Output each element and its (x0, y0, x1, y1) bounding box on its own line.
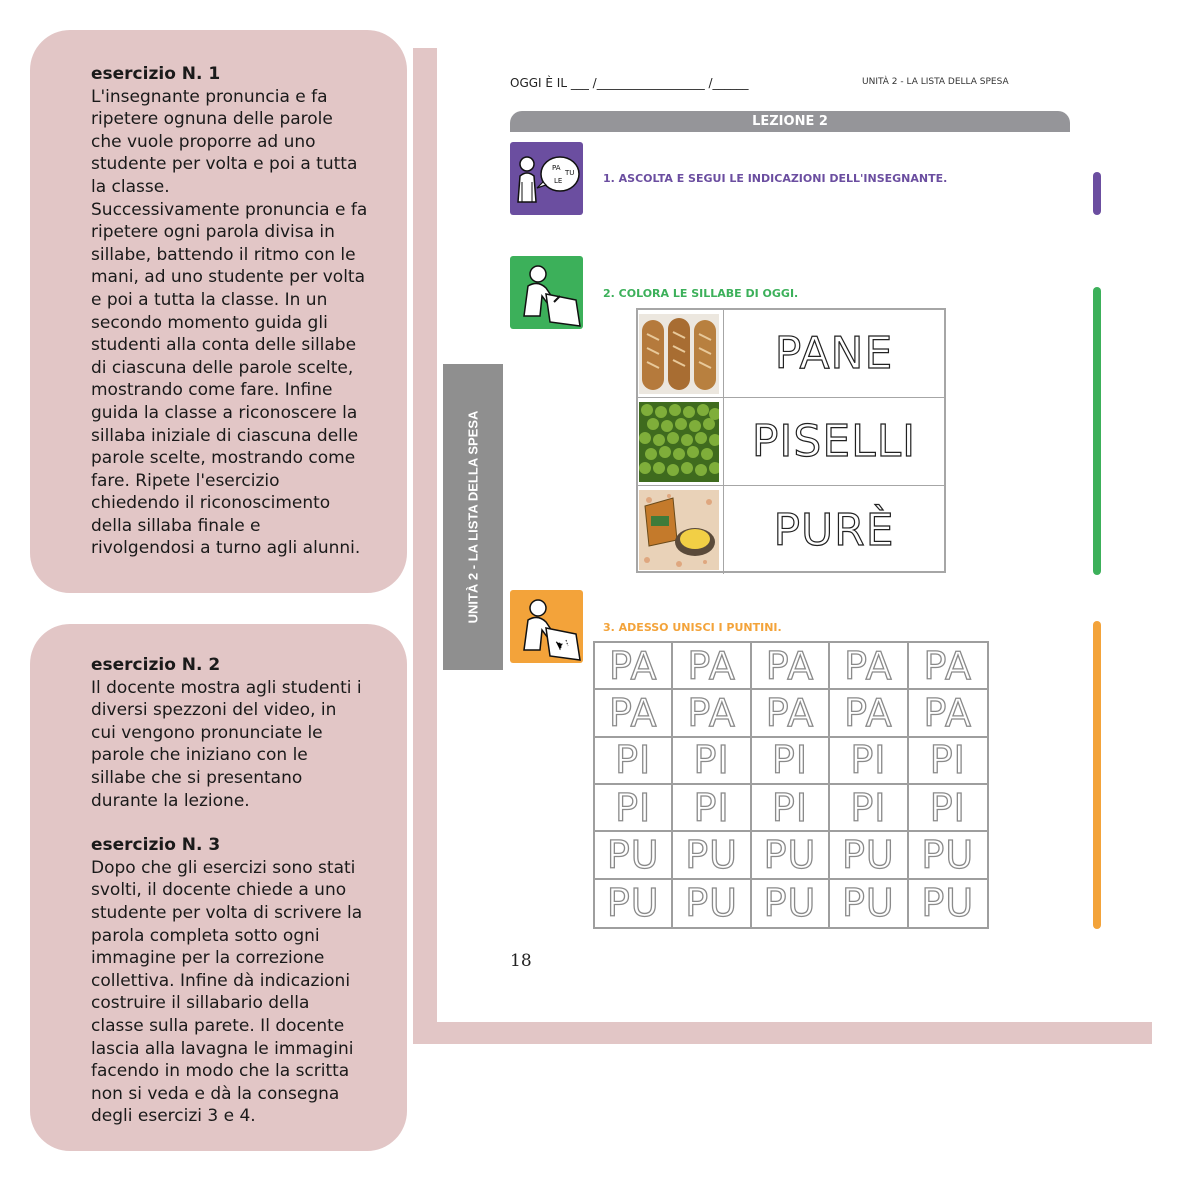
tracing-cell: PU (595, 880, 673, 927)
tracing-grid (593, 641, 989, 929)
exercise-2-label: 2. COLORA LE SILLABE DI OGGI. (603, 287, 799, 300)
exercise-1-bar (1093, 172, 1101, 215)
exercise-3-text: Dopo che gli esercizi sono stati svolti, il docente chiede a uno studente per volta di scrivere la parola completa sotto ogni immagine per la correzione collettiva. Infine dà indicazioni costruire il sillabario della classe sulla parete. Il docente lascia alla lavagna le immagini facendo in modo che la scritta non si veda e dà la consegna degli esercizi 3 e 4. (91, 857, 363, 1127)
exercise-1-label: 1. ASCOLTA E SEGUI LE INDICAZIONI DELL'INSEGNANTE. (603, 172, 948, 185)
exercise-3-bar (1093, 621, 1101, 929)
tracing-cell: PA (595, 690, 673, 737)
tracing-cell: PI (909, 785, 987, 832)
exercise-1-text: L'insegnante pronuncia e fa ripetere ognuna delle parole che vuole proporre ad uno studente per volta e poi a tutta la classe. Successivamente pronuncia e fa ripetere ogni parola divisa in sillabe, battendo il ritmo con le mani, ad uno studente per volta e poi a tutta la classe. In un secondo momento guida gli studenti alla conta delle sillabe di ciascuna delle parole scelte, mostrando come fare. Infine guida la classe a riconoscere la sillaba iniziale di ciascuna delle parole scelte, mostrando come fare. Ripete l'esercizio chiedendo il riconoscimento della sillaba finale e rivolgendosi a turno agli alunni. (91, 86, 368, 559)
lesson-title-bar: LEZIONE 2 (510, 111, 1070, 132)
bubble-syllable-le: LE (554, 177, 563, 185)
instructions-box-2 (30, 624, 407, 1151)
date-line: OGGI È IL ___ /__________________ /______ (510, 76, 749, 90)
page-frame-bottom (413, 1022, 1152, 1044)
syllable-word: PISELLI (751, 416, 917, 467)
tracing-cell: PU (752, 880, 830, 927)
tracing-cell: PU (673, 880, 751, 927)
tracing-cell: PU (752, 832, 830, 879)
tracing-cell: PI (673, 738, 751, 785)
instructions-box-1 (30, 30, 407, 593)
syllable-word: PANE (774, 328, 894, 379)
tracing-cell: PA (673, 690, 751, 737)
syllable-row-pure (638, 486, 944, 574)
tracing-cell: PI (909, 738, 987, 785)
tracing-cell: PU (830, 880, 908, 927)
tracing-cell: PA (909, 690, 987, 737)
unit-side-tab (443, 364, 503, 670)
tracing-cell: PA (595, 643, 673, 690)
tracing-cell: PA (673, 643, 751, 690)
tracing-cell: PA (752, 690, 830, 737)
page-frame-left (413, 48, 437, 1044)
tracing-cell: PA (830, 690, 908, 737)
syllable-row-pane (638, 310, 944, 398)
exercise-3-label: 3. ADESSO UNISCI I PUNTINI. (603, 621, 782, 634)
tracing-cell: PU (909, 832, 987, 879)
mashed-potato-photo (639, 490, 719, 570)
syllable-row-piselli (638, 398, 944, 486)
tracing-cell: PU (921, 881, 975, 926)
unit-header: UNITÀ 2 - LA LISTA DELLA SPESA (862, 77, 1009, 87)
tracing-cell: PA (752, 643, 830, 690)
exercise-2-bar (1093, 287, 1101, 575)
tracing-cell: PU (595, 832, 673, 879)
syllable-word: PURÈ (773, 504, 895, 556)
tracing-cell: PA (830, 643, 908, 690)
child-coloring-icon (510, 256, 583, 329)
green-peas-photo (639, 402, 719, 482)
tracing-cell: PU (830, 832, 908, 879)
tracing-cell: PI (830, 785, 908, 832)
exercise-2-text: Il docente mostra agli studenti i diversi spezzoni del video, in cui vengono pronunciate le parole che iniziano con le sillabe che si presentano durante la lezione. (91, 677, 362, 811)
tracing-cell: PI (595, 785, 673, 832)
tracing-cell: PU (673, 832, 751, 879)
exercise-1-title: esercizio N. 1 (91, 64, 221, 84)
tracing-cell: PA (909, 643, 987, 690)
tracing-cell: PI (752, 785, 830, 832)
tracing-cell: PI (595, 738, 673, 785)
child-tracing-icon (510, 590, 583, 663)
bread-loaves-photo (639, 314, 719, 394)
page-number: 18 (510, 951, 532, 971)
exercise-2-title: esercizio N. 2 (91, 655, 221, 675)
syllable-table (636, 308, 946, 573)
bubble-syllable-tu: TU (565, 169, 575, 177)
unit-side-tab-label: UNITÀ 2 - LA LISTA DELLA SPESA (465, 410, 481, 624)
bubble-syllable-pa: PA (552, 164, 561, 172)
tracing-cell: PI (673, 785, 751, 832)
exercise-3-title: esercizio N. 3 (91, 835, 221, 856)
teacher-speaking-icon (510, 142, 583, 215)
tracing-cell: PI (830, 738, 908, 785)
tracing-cell: PI (752, 738, 830, 785)
